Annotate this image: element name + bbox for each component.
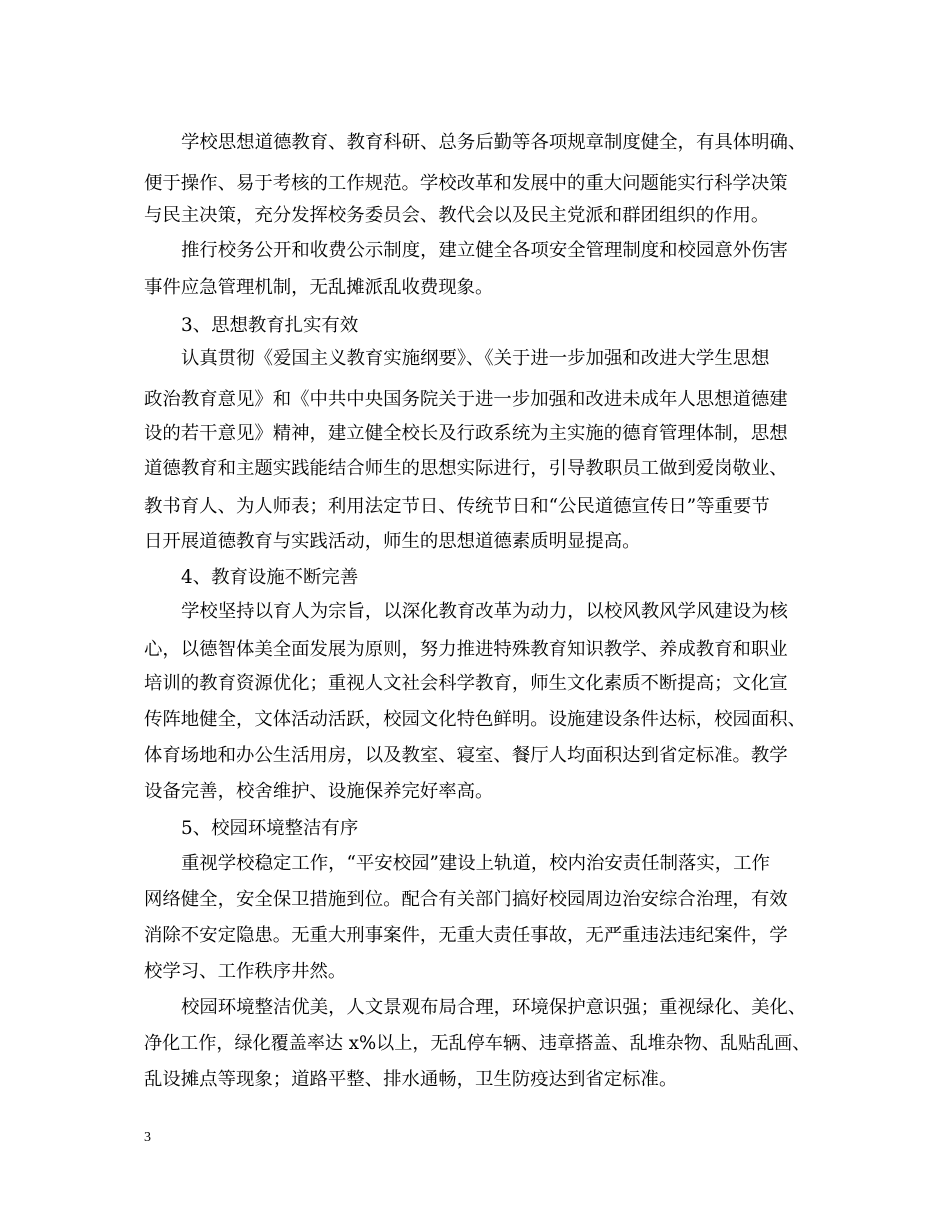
paragraph-line: 学校坚持以育人为宗旨，以深化教育改革为动力，以校风教风学风建设为核 <box>181 601 788 622</box>
paragraph-line: 日开展道德教育与实践活动，师生的思想道德素质明显提高。 <box>144 531 641 552</box>
paragraph-line: 推行校务公开和收费公示制度，建立健全各项安全管理制度和校园意外伤害 <box>181 240 788 261</box>
section-heading: 3、思想教育扎实有效 <box>181 315 359 336</box>
paragraph-line: 消除不安定隐患。无重大刑事案件，无重大责任事故，无严重违法违纪案件，学 <box>144 925 788 946</box>
page-number: 3 <box>144 1130 151 1145</box>
paragraph-line: 学校思想道德教育、教育科研、总务后勤等各项规章制度健全，有具体明确、 <box>181 132 807 153</box>
paragraph-line: 与民主决策，充分发挥校务委员会、教代会以及民主党派和群团组织的作用。 <box>144 205 770 226</box>
paragraph-line: 校学习、工作秩序井然。 <box>144 961 347 982</box>
paragraph-line: 道德教育和主题实践能结合师生的思想实际进行，引导教职员工做到爱岗敬业、 <box>144 458 788 479</box>
paragraph-line: 教书育人、为人师表；利用法定节日、传统节日和“公民道德宣传日”等重要节 <box>144 496 770 517</box>
paragraph-line: 体育场地和办公生活用房，以及教室、寝室、餐厅人均面积达到省定标准。教学 <box>144 745 788 766</box>
section-heading: 4、教育设施不断完善 <box>181 567 359 588</box>
paragraph-line: 网络健全，安全保卫措施到位。配合有关部门搞好校园周边治安综合治理，有效 <box>144 889 788 910</box>
paragraph-line: 便于操作、易于考核的工作规范。学校改革和发展中的重大问题能实行科学决策 <box>144 173 788 194</box>
paragraph-line: 事件应急管理机制，无乱摊派乱收费现象。 <box>144 277 494 298</box>
paragraph-line: 设的若干意见》精神，建立健全校长及行政系统为主实施的德育管理体制，思想 <box>144 423 788 444</box>
paragraph-line: 校园环境整洁优美，人文景观布局合理，环境保护意识强；重视绿化、美化、 <box>181 997 807 1018</box>
paragraph-line: 乱设摊点等现象；道路平整、排水通畅，卫生防疫达到省定标准。 <box>144 1069 678 1090</box>
paragraph-line: 设备完善，校舍维护、设施保养完好率高。 <box>144 781 494 802</box>
section-heading: 5、校园环境整洁有序 <box>181 818 359 839</box>
paragraph-line: 心，以德智体美全面发展为原则，努力推进特殊教育知识教学、养成教育和职业 <box>144 639 788 660</box>
paragraph-line: 认真贯彻《爱国主义教育实施纲要》、《关于进一步加强和改进大学生思想 <box>181 348 770 369</box>
paragraph-line: 培训的教育资源优化；重视人文社会科学教育，师生文化素质不断提高；文化宣 <box>144 673 788 694</box>
paragraph-line: 净化工作，绿化覆盖率达 x%以上，无乱停车辆、违章搭盖、乱堆杂物、乱贴乱画、 <box>144 1033 811 1054</box>
paragraph-line: 重视学校稳定工作，“平安校园”建设上轨道，校内治安责任制落实，工作 <box>181 853 770 874</box>
paragraph-line: 政治教育意见》和《中共中央国务院关于进一步加强和改进未成年人思想道德建 <box>144 389 788 410</box>
paragraph-line: 传阵地健全，文体活动活跃，校园文化特色鲜明。设施建设条件达标，校园面积、 <box>144 709 807 730</box>
